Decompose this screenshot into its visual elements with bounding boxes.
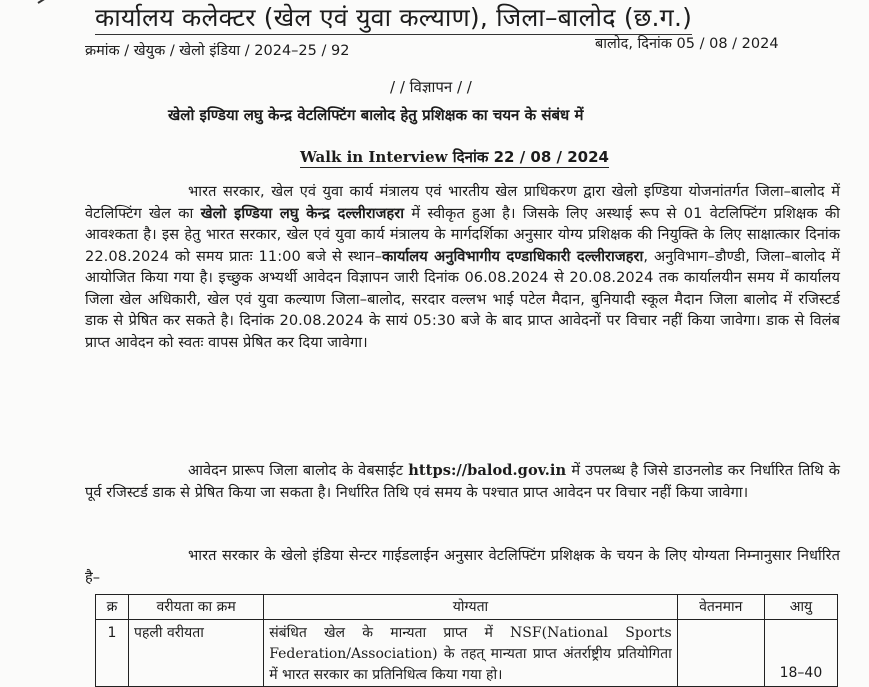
notice-label: / / विज्ञापन / / bbox=[390, 78, 472, 96]
paragraph2-text-2: में उपलब्ध है जिसे डाउनलोड कर निर्धारित तिथि के पूर्व रजिस्टर्ड डाक से प्रेषित किया जा सकता है। निर्धारित तिथि एवं समय के पश्चात प्राप्त आवेदन पर विचार नहीं किया जावेगा। bbox=[85, 462, 841, 501]
age-range: 18–40 bbox=[779, 665, 823, 681]
paragraph2-text-1: आवेदन प्रारूप जिला बालोद के वेबसाईट bbox=[188, 462, 409, 479]
reference-number: क्रमांक / खेयुक / खेलो इंडिया / 2024–25 / 92 bbox=[85, 43, 350, 59]
table-row bbox=[96, 620, 838, 687]
paragraph-application-form bbox=[85, 460, 840, 503]
header-sno: क्र bbox=[96, 595, 129, 620]
pen-mark bbox=[37, 0, 60, 4]
cell-preference: पहली वरीयता bbox=[129, 620, 264, 687]
walkin-interview-heading bbox=[300, 147, 609, 168]
paragraph3-text: भारत सरकार के खेलो इंडिया सेन्टर गाईडलाईन अनुसार वेटलिफ्टिंग प्रशिक्षक के चयन के लिए योग्यता निम्नानुसार निर्धारित है– bbox=[85, 547, 840, 586]
paragraph1-text-3: , अनुविभाग–डौण्डी, जिला–बालोद में आयोजित किया गया है। इच्छुक अभ्यर्थी आवेदन विज्ञापन जारी दिनांक 06.08.2024 से 20.08.2024 तक कार्यालयीन समय में कार्यालय जिला खेल अधिकारी, खेल एवं युवा कल्याण जिला–बालोद, सरदार वल्लभ भाई पटेल मैदान, बुनियादी स्कूल मैदान जिला बालोद में रजिस्टर्ड डाक से प्रेषित कर सकते है। दिनांक 20.08.2024 के सायं 05:30 बजे के बाद प्राप्त आवेदनों पर विचार नहीं किया जावेगा। डाक से विलंब प्राप्त आवेदन को स्वतः वापस प्रेषित कर दिया जावेगा। bbox=[85, 247, 840, 351]
centre-name: खेलो इण्डिया लघु केन्द्र दल्लीराजहरा bbox=[200, 204, 405, 222]
cell-pay-scale bbox=[677, 620, 764, 687]
qualification-nsf: NSF(National Sports Federation/Association) bbox=[269, 625, 672, 662]
walkin-date: दिनांक 22 / 08 / 2024 bbox=[447, 148, 609, 166]
header-age: आयु bbox=[764, 595, 837, 620]
notice-subject: खेलो इण्डिया लघु केन्द्र वेटलिफ्टिंग बालोद हेतु प्रशिक्षक का चयन के संबंध में bbox=[168, 106, 584, 124]
place-date: बालोद, दिनांक 05 / 08 / 2024 bbox=[595, 36, 779, 52]
cell-sno: 1 bbox=[96, 620, 129, 687]
header-qualification: योग्यता bbox=[264, 595, 678, 620]
interview-venue: कार्यालय अनुविभागीय दण्डाधिकारी दल्लीराजहरा bbox=[381, 247, 644, 265]
paragraph-eligibility-intro bbox=[85, 545, 840, 588]
office-title: कार्यालय कलेक्टर (खेल एवं युवा कल्याण), जिला–बालोद (छ.ग.) bbox=[95, 2, 692, 35]
cell-qualification bbox=[264, 620, 678, 687]
website-link[interactable]: https://balod.gov.in bbox=[408, 462, 567, 479]
qualification-text-1: संबंधित खेल के मान्यता प्राप्त में bbox=[269, 625, 511, 641]
cell-age bbox=[764, 620, 837, 687]
header-pay-scale: वेतनमान bbox=[677, 595, 764, 620]
paragraph1-text-2: में स्वीकृत हुआ है। जिसके लिए अस्थाई रूप से 01 वेटलिफ्टिंग प्रशिक्षक की आवश्कता है। इस हेतु भारत सरकार, खेल एवं युवा कार्य मंत्रालय के मार्गदर्शिका अनुसार योग्य प्रशिक्षक की नियुक्ति के लिए साक्षात्कार दिनांक 22.08.2024 को समय प्रातः 11:00 बजे से स्थान– bbox=[85, 204, 840, 265]
paragraph-announcement bbox=[85, 181, 840, 353]
header-preference: वरीयता का क्रम bbox=[129, 595, 264, 620]
paragraph1-text-1: भारत सरकार, खेल एवं युवा कार्य मंत्रालय एवं भारतीय खेल प्राधिकरण द्वारा खेलो इण्डिया योजनांतर्गत जिला–बालोद में वेटलिफ्टिंग खेल का bbox=[85, 183, 840, 222]
eligibility-table bbox=[95, 594, 838, 687]
table-header-row bbox=[96, 595, 838, 620]
walkin-label: Walk in Interview bbox=[300, 148, 448, 166]
qualification-text-2: के तहत् मान्यता प्राप्त अंतर्राष्ट्रीय प्रतियोगिता में भारत सरकार का प्रतिनिधित्व किया गया हो। bbox=[269, 646, 672, 683]
